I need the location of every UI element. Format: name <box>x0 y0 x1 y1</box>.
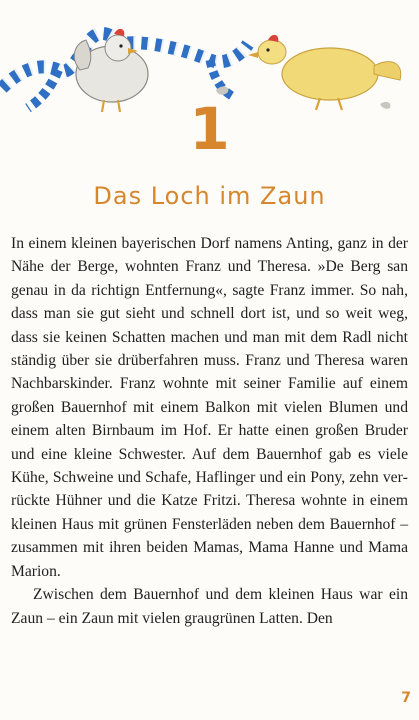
page-number: 7 <box>401 690 411 706</box>
yellow-hen-icon <box>248 35 401 110</box>
chapter-title: Das Loch im Zaun <box>93 182 326 210</box>
paragraph: In einem kleinen bayerischen Dorf namens Anting, ganz in der Nähe der Berge, wohnten Franz und Theresa. »De Berg san genau in da richtign Entfernung«, sagte Franz immer. So nah, dass man sie gut sieht und schnell dort ist, und so weit weg, dass sie keinen Schatten machen und man mit dem Radl nicht ständig über sie drüberfahren muss. Franz und Theresa waren Nachbarskinder. Franz wohnte mit seiner Familie auf einem großen Bauernhof mit einem Balkon mit vielen Blumen und einem alten Birnbaum im Hof. Er hatte einen großen Bruder und eine kleine Schwester. Auf dem Bauernhof gab es viele Kühe, Schweine und Schafe, Haflinger und ein Pony, zehn verrückte Hühner und die Katze Fritzi. Theresa wohnte in einem kleinen Haus mit grünen Fensterläden neben dem Bauernhof – zusammen mit ihren beiden Mamas, Mama Hanne und Mama Marion. <box>11 235 408 580</box>
chapter-number: 1 <box>189 95 230 163</box>
paragraph: Zwischen dem Bauernhof und dem kleinen Haus war ein Zaun – ein Zaun mit vielen graugrünen Latten. Den <box>11 586 408 627</box>
body-text <box>11 232 408 630</box>
